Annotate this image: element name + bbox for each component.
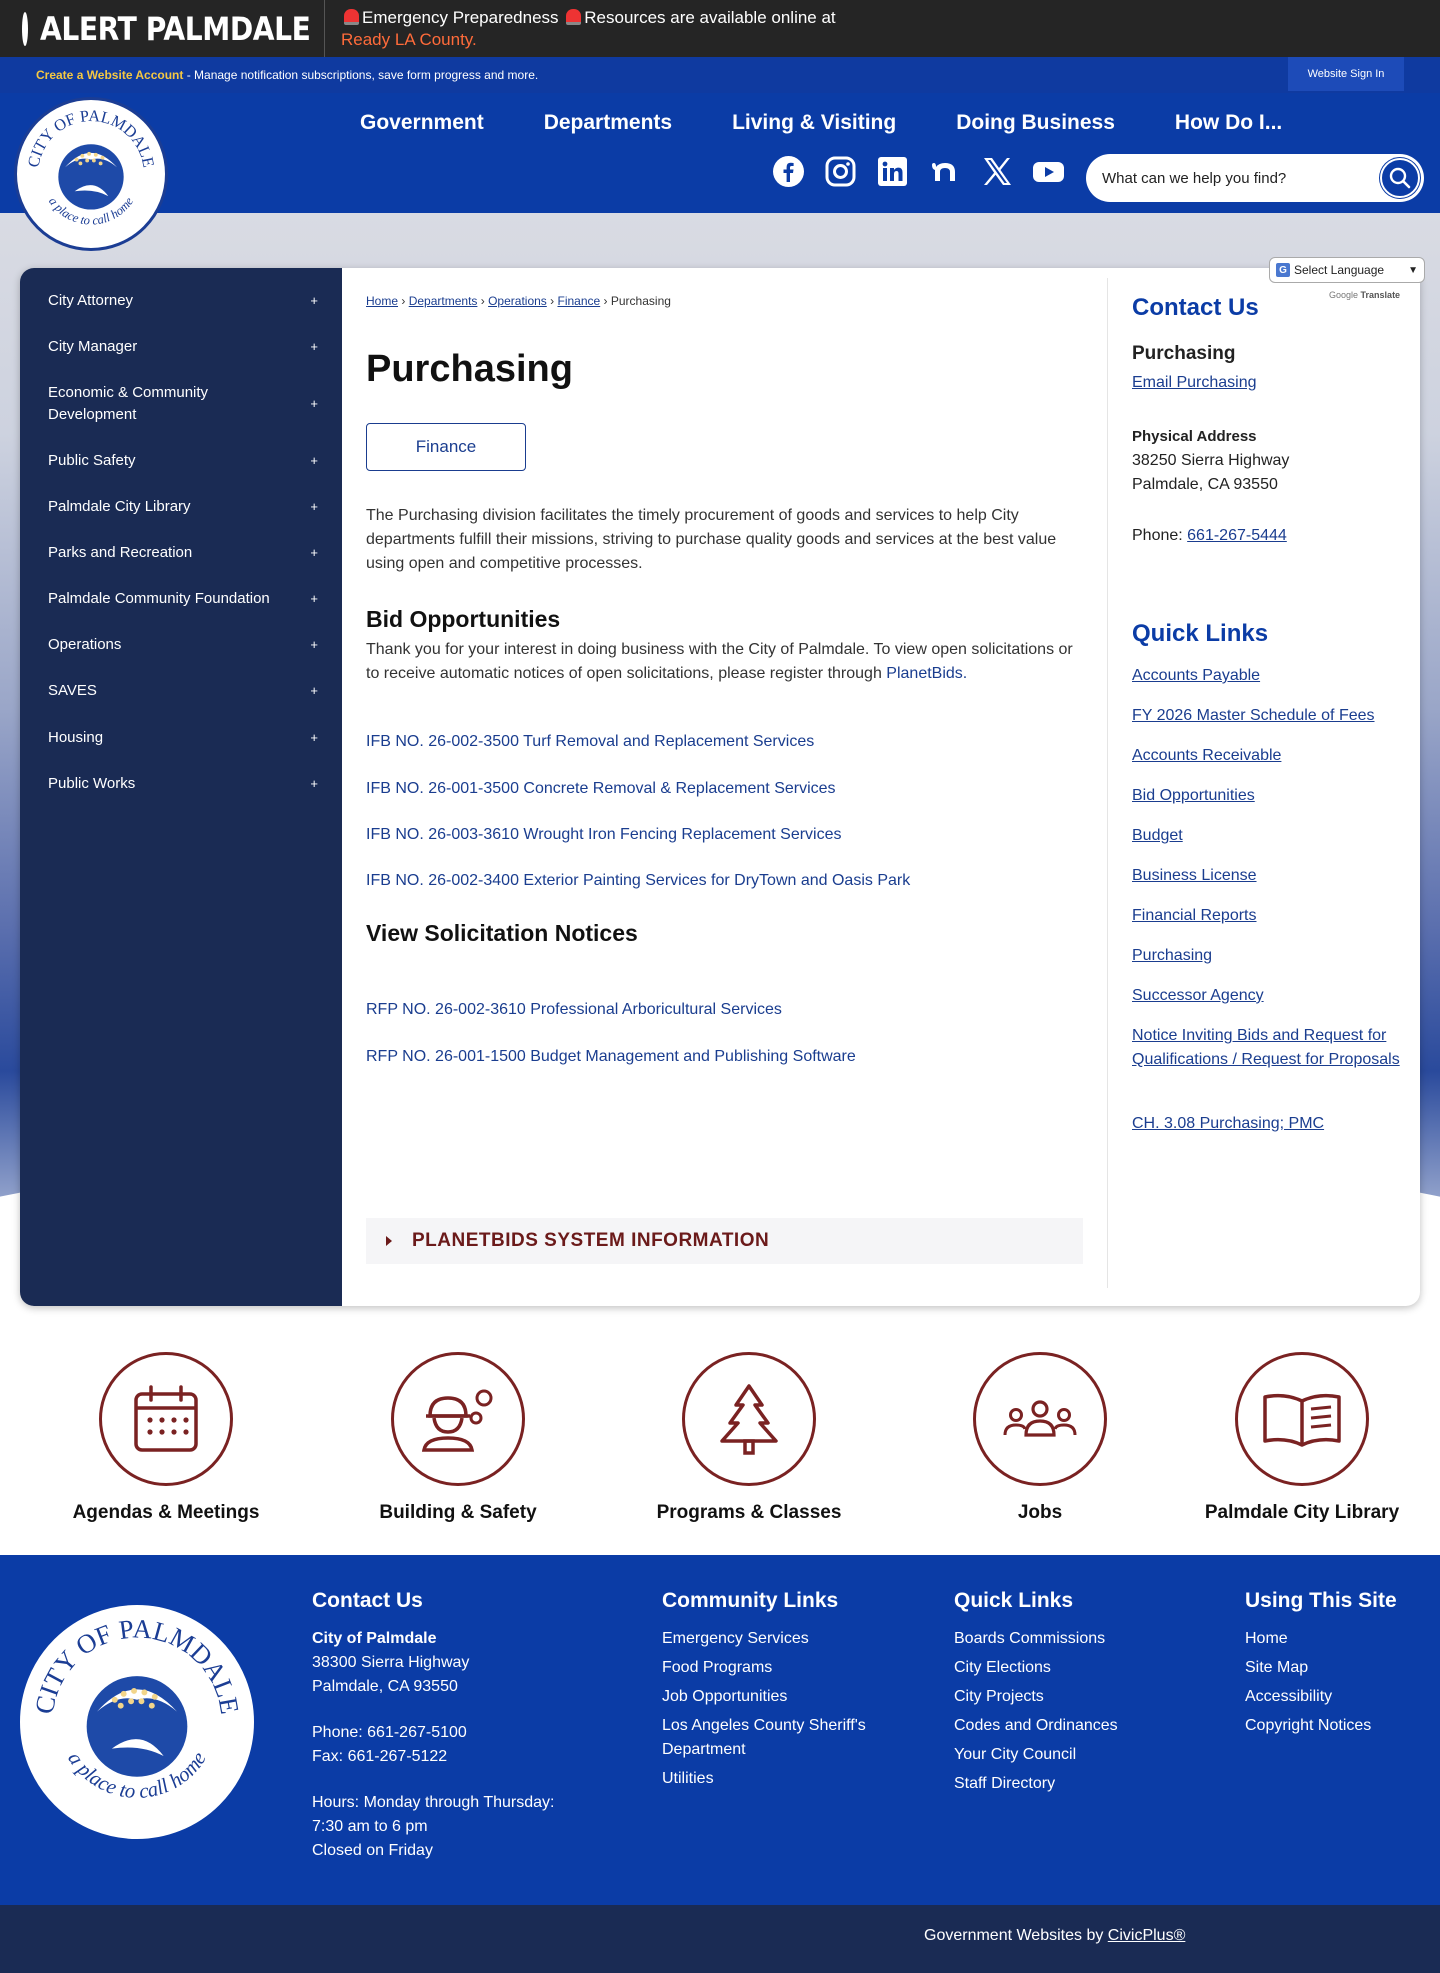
- alert-beacon-icon: [22, 12, 28, 46]
- site-footer: [0, 1555, 1440, 1905]
- footer-link[interactable]: City Projects: [954, 1688, 1044, 1705]
- feature-programs[interactable]: [639, 1352, 859, 1524]
- breadcrumb-finance[interactable]: Finance: [557, 294, 601, 308]
- feature-label: Building & Safety: [379, 1502, 537, 1523]
- social-links: [772, 155, 1065, 188]
- bottom-bar: [0, 1905, 1440, 1973]
- account-text: [0, 68, 538, 82]
- logo-text-top: CITY OF PALMDALE: [23, 105, 159, 169]
- footer-link[interactable]: Accessibility: [1245, 1688, 1333, 1705]
- accordion-label: PLANETBIDS SYSTEM INFORMATION: [412, 1230, 770, 1251]
- expand-plus-icon[interactable]: +: [310, 637, 318, 652]
- alert-title: ALERT PALMDALE: [40, 9, 311, 48]
- city-seal-icon: [17, 100, 165, 248]
- sidebar-item-operations[interactable]: [48, 634, 328, 656]
- footer-link[interactable]: Site Map: [1245, 1659, 1309, 1676]
- planetbids-accordion[interactable]: [366, 1218, 1083, 1264]
- bid-opportunities-heading: Bid Opportunities: [366, 606, 561, 632]
- footer-link[interactable]: Copyright Notices: [1245, 1717, 1372, 1734]
- ready-la-link[interactable]: Ready LA County.: [341, 29, 477, 49]
- feature-links: [0, 1330, 1440, 1554]
- feature-circle: [682, 1352, 816, 1486]
- quick-link[interactable]: Bid Opportunities: [1132, 787, 1255, 804]
- logo-text-bottom: a place to call home: [45, 194, 137, 228]
- sidebar-item-label: Public Works: [48, 775, 136, 792]
- sidebar-item-saves[interactable]: [48, 680, 328, 702]
- x-icon[interactable]: [980, 155, 1013, 188]
- footer-quick-links: [954, 1589, 1194, 1801]
- footer-hours3: Closed on Friday: [312, 1842, 433, 1859]
- breadcrumb-separator: ›: [550, 294, 555, 308]
- account-bar: [0, 57, 1440, 93]
- footer-link[interactable]: City Elections: [954, 1659, 1051, 1676]
- quick-link[interactable]: FY 2026 Master Schedule of Fees: [1132, 707, 1375, 724]
- powered-prefix: Google: [1329, 290, 1359, 300]
- youtube-icon[interactable]: [1032, 155, 1065, 188]
- footer-link[interactable]: Codes and Ordinances: [954, 1717, 1118, 1734]
- quick-link[interactable]: Notice Inviting Bids and Request for Qualifications / Request for Proposals: [1132, 1027, 1400, 1068]
- expand-plus-icon[interactable]: +: [310, 339, 318, 354]
- address-line2: Palmdale, CA 93550: [1132, 476, 1278, 493]
- footer-link[interactable]: Your City Council: [954, 1746, 1077, 1763]
- alert-brand[interactable]: [0, 0, 325, 57]
- footer-hours1: Hours: Monday through Thursday:: [312, 1794, 555, 1811]
- feature-label: Agendas & Meetings: [72, 1502, 260, 1523]
- quick-link[interactable]: Purchasing: [1132, 947, 1213, 964]
- footer-contact-heading: Contact Us: [312, 1589, 423, 1612]
- alert-message-text: Emergency Preparedness: [362, 7, 559, 27]
- contact-name: Purchasing: [1132, 343, 1236, 364]
- search-icon: [1389, 167, 1411, 189]
- planetbids-link[interactable]: PlanetBids.: [886, 665, 968, 682]
- calendar-icon: [133, 1384, 199, 1454]
- content-card: [20, 268, 1420, 1306]
- feature-label: Programs & Classes: [656, 1502, 842, 1523]
- column-divider: [1107, 278, 1108, 1288]
- footer-link[interactable]: Boards Commissions: [954, 1630, 1106, 1647]
- solicitation-heading: View Solicitation Notices: [366, 920, 638, 946]
- solicitation-link[interactable]: RFP NO. 26-001-1500 Budget Management and Publishing Software: [366, 1048, 856, 1065]
- footer-link[interactable]: Home: [1245, 1630, 1288, 1647]
- chevron-down-icon: ▼: [1408, 264, 1418, 276]
- sidebar-item-city-attorney[interactable]: [48, 290, 328, 312]
- footer-community-links: [662, 1589, 912, 1796]
- sidebar-item-foundation[interactable]: [48, 588, 328, 610]
- expand-plus-icon[interactable]: +: [310, 545, 318, 560]
- footer-org: City of Palmdale: [312, 1630, 437, 1647]
- search-input[interactable]: [1086, 170, 1366, 187]
- quick-link[interactable]: Accounts Receivable: [1132, 747, 1282, 764]
- contact-heading: Contact Us: [1132, 294, 1259, 321]
- breadcrumb-operations[interactable]: Operations: [488, 294, 547, 308]
- footer-link[interactable]: Food Programs: [662, 1659, 773, 1676]
- breadcrumb-current: Purchasing: [610, 294, 671, 308]
- quick-link[interactable]: Budget: [1132, 827, 1183, 844]
- nav-government[interactable]: Government: [360, 111, 484, 134]
- nextdoor-icon[interactable]: [928, 155, 961, 188]
- city-seal-icon: [23, 1608, 251, 1836]
- address-line1: 38250 Sierra Highway: [1132, 452, 1290, 469]
- footer-link[interactable]: Emergency Services: [662, 1630, 809, 1647]
- footer-logo[interactable]: [20, 1605, 254, 1839]
- footer-hours2: 7:30 am to 6 pm: [312, 1818, 428, 1835]
- sidebar-item-public-safety[interactable]: [48, 450, 328, 472]
- footer-link[interactable]: Staff Directory: [954, 1775, 1056, 1792]
- feature-agendas[interactable]: [56, 1352, 276, 1524]
- tree-icon: [718, 1383, 780, 1455]
- facebook-icon[interactable]: [772, 155, 805, 188]
- bid-link[interactable]: IFB NO. 26-002-3500 Turf Removal and Replacement Services: [366, 733, 815, 750]
- account-description: - Manage notification subscriptions, save form progress and more.: [183, 68, 539, 82]
- linkedin-icon[interactable]: [876, 155, 909, 188]
- bid-link[interactable]: IFB NO. 26-001-3500 Concrete Removal & Replacement Services: [366, 780, 836, 797]
- sidebar-item-label: City Manager: [48, 338, 138, 355]
- caret-right-icon: [386, 1236, 392, 1246]
- expand-plus-icon[interactable]: +: [310, 499, 318, 514]
- footer-using-heading: Using This Site: [1245, 1589, 1397, 1612]
- breadcrumb-departments[interactable]: Departments: [408, 294, 478, 308]
- breadcrumb-home[interactable]: Home: [366, 294, 399, 308]
- alert-bar: [0, 0, 1440, 57]
- website-signin-button[interactable]: Website Sign In: [1288, 57, 1404, 91]
- expand-plus-icon[interactable]: +: [310, 591, 318, 606]
- sidebar-item-city-manager[interactable]: [48, 336, 328, 358]
- breadcrumb-separator: ›: [401, 294, 406, 308]
- expand-plus-icon[interactable]: +: [310, 776, 318, 791]
- quick-link[interactable]: Business License: [1132, 867, 1257, 884]
- worker-gear-icon: [418, 1384, 498, 1454]
- phone-label: Phone:: [1132, 527, 1188, 544]
- footer-community-heading: Community Links: [662, 1589, 839, 1612]
- intro-paragraph: The Purchasing division facilitates the timely procurement of goods and services to help City departments fulfill their missions, striving to purchase quality goods and services at the best value using open and competitive processes.: [366, 507, 1057, 572]
- feature-circle: [1235, 1352, 1369, 1486]
- feature-circle: [973, 1352, 1107, 1486]
- bid-link[interactable]: IFB NO. 26-003-3610 Wrought Iron Fencing Replacement Services: [366, 826, 842, 843]
- sidebar-item-label: Public Safety: [48, 452, 136, 469]
- book-icon: [1261, 1391, 1343, 1447]
- bid-link[interactable]: IFB NO. 26-002-3400 Exterior Painting Services for DryTown and Oasis Park: [366, 872, 911, 889]
- sidebar-item-label: Operations: [48, 636, 122, 653]
- main-nav: [330, 105, 1312, 141]
- nav-doing-business[interactable]: Doing Business: [956, 111, 1115, 134]
- sidebar-item-label: Parks and Recreation: [48, 544, 193, 561]
- footer-link[interactable]: Utilities: [662, 1770, 714, 1787]
- breadcrumb: [366, 294, 671, 308]
- bid-intro-text: [366, 638, 1086, 686]
- expand-plus-icon[interactable]: +: [310, 453, 318, 468]
- footer-link[interactable]: Los Angeles County Sheriff's Department: [662, 1717, 866, 1758]
- feature-library[interactable]: [1192, 1352, 1412, 1524]
- phone-link[interactable]: 661-267-5444: [1187, 527, 1287, 544]
- nav-living-visiting[interactable]: Living & Visiting: [732, 111, 897, 134]
- footer-link[interactable]: Job Opportunities: [662, 1688, 788, 1705]
- quick-links-heading: Quick Links: [1132, 620, 1269, 647]
- bid-intro-body: Thank you for your interest in doing business with the City of Palmdale. To view open solicitations or to receive automatic notices of open solicitations, please register through: [366, 641, 1073, 682]
- create-account-link[interactable]: Create a Website Account: [36, 68, 184, 82]
- civicplus-credit: [924, 1927, 1185, 1945]
- siren-icon: [344, 9, 359, 25]
- expand-plus-icon[interactable]: +: [310, 730, 318, 745]
- nav-departments[interactable]: Departments: [543, 111, 673, 134]
- address-label: Physical Address: [1132, 428, 1257, 445]
- sidebar-item-label: City Attorney: [48, 292, 134, 309]
- feature-jobs[interactable]: [930, 1352, 1150, 1524]
- expand-plus-icon[interactable]: +: [310, 293, 318, 308]
- quick-link[interactable]: Financial Reports: [1132, 907, 1257, 924]
- breadcrumb-separator: ›: [480, 294, 485, 308]
- google-translate-icon: G: [1276, 263, 1290, 277]
- instagram-icon[interactable]: [824, 155, 857, 188]
- alert-message: [325, 7, 836, 51]
- feature-circle: [391, 1352, 525, 1486]
- sidebar-item-public-works[interactable]: [48, 773, 328, 795]
- page-title: Purchasing: [366, 348, 573, 390]
- sidebar-item-label: SAVES: [48, 682, 97, 699]
- search-button[interactable]: [1380, 158, 1420, 198]
- sidebar-item-parks[interactable]: [48, 542, 328, 564]
- alert-message-rest: Resources are available online at: [584, 7, 836, 27]
- credit-prefix: Government Websites by: [924, 1927, 1108, 1944]
- sidebar-item-label: Housing: [48, 729, 104, 746]
- logo-text-bottom: a place to call home: [63, 1748, 211, 1803]
- footer-fax: Fax: 661-267-5122: [312, 1748, 448, 1765]
- feature-building-safety[interactable]: [348, 1352, 568, 1524]
- footer-using-site: [1245, 1589, 1425, 1743]
- language-select[interactable]: [1269, 257, 1425, 283]
- nav-how-do-i[interactable]: How Do I...: [1174, 111, 1283, 134]
- language-select-label: Select Language: [1294, 263, 1385, 277]
- footer-address2: Palmdale, CA 93550: [312, 1678, 458, 1695]
- people-icon: [1002, 1399, 1078, 1439]
- logo-text-top: CITY OF PALMDALE: [28, 1613, 246, 1717]
- footer-address1: 38300 Sierra Highway: [312, 1654, 470, 1671]
- sidebar-nav: [20, 268, 342, 1306]
- quick-link[interactable]: CH. 3.08 Purchasing; PMC: [1132, 1115, 1325, 1132]
- email-purchasing-link[interactable]: Email Purchasing: [1132, 374, 1257, 391]
- sidebar-item-label: Economic & Community Development: [48, 384, 209, 423]
- sidebar-item-library[interactable]: [48, 496, 328, 518]
- solicitation-link[interactable]: RFP NO. 26-002-3610 Professional Arboricultural Services: [366, 1001, 782, 1018]
- siren-icon: [566, 9, 581, 25]
- sidebar-item-label: Palmdale City Library: [48, 498, 191, 515]
- phone-line: [1132, 524, 1287, 548]
- footer-phone: Phone: 661-267-5100: [312, 1724, 467, 1741]
- expand-plus-icon[interactable]: +: [310, 396, 318, 411]
- feature-label: Palmdale City Library: [1204, 1502, 1400, 1523]
- expand-plus-icon[interactable]: +: [310, 683, 318, 698]
- powered-name: Translate: [1360, 290, 1401, 300]
- footer-contact: [312, 1589, 612, 1863]
- search-box: [1086, 154, 1424, 202]
- quick-link[interactable]: Successor Agency: [1132, 987, 1264, 1004]
- sidebar-item-economic-development[interactable]: [48, 382, 328, 426]
- city-logo[interactable]: [14, 97, 168, 251]
- breadcrumb-separator: ›: [603, 294, 608, 308]
- feature-label: Jobs: [1017, 1502, 1063, 1523]
- quick-link[interactable]: Accounts Payable: [1132, 667, 1261, 684]
- sidebar-item-housing[interactable]: [48, 727, 328, 749]
- footer-quick-heading: Quick Links: [954, 1589, 1074, 1612]
- sidebar-item-label: Palmdale Community Foundation: [48, 590, 270, 607]
- civicplus-link[interactable]: CivicPlus®: [1107, 1927, 1186, 1944]
- powered-by-translate: [1329, 290, 1400, 300]
- site-header: [0, 93, 1440, 228]
- finance-button[interactable]: Finance: [366, 423, 526, 471]
- feature-circle: [99, 1352, 233, 1486]
